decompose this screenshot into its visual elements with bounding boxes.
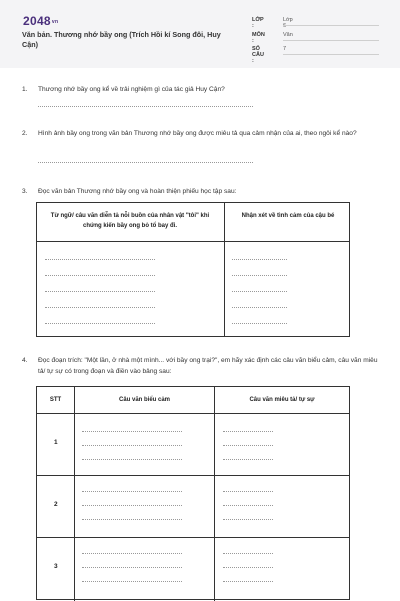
answer-line[interactable] xyxy=(82,431,182,432)
answer-line[interactable] xyxy=(82,459,182,460)
table-divider xyxy=(37,241,349,242)
answer-line[interactable] xyxy=(45,323,155,324)
answer-line[interactable] xyxy=(232,291,287,292)
logo xyxy=(23,14,58,28)
question-number: 1. xyxy=(22,86,28,93)
answer-line[interactable] xyxy=(232,275,287,276)
answer-line[interactable] xyxy=(38,162,253,163)
meta-class-label: LỚP : xyxy=(252,17,264,29)
answer-line[interactable] xyxy=(38,106,253,107)
answer-line[interactable] xyxy=(45,291,155,292)
answer-line[interactable] xyxy=(82,581,182,582)
document-title: Văn bản. Thương nhớ bầy ong (Trích Hồi kí Song đôi, Huy Cận) xyxy=(22,30,221,49)
answer-line[interactable] xyxy=(82,567,182,568)
question-number: 4. xyxy=(22,357,28,364)
logo-text: 2048 xyxy=(23,14,51,28)
meta-subject-label: MÔN : xyxy=(252,32,265,44)
answer-line[interactable] xyxy=(232,259,287,260)
logo-suffix: vn xyxy=(51,18,59,25)
table-divider xyxy=(37,537,349,538)
table-divider xyxy=(214,387,215,601)
answer-line[interactable] xyxy=(82,553,182,554)
meta-count-value: 7 xyxy=(283,46,287,52)
table-divider xyxy=(37,413,349,414)
answer-line[interactable] xyxy=(45,275,155,276)
answer-line[interactable] xyxy=(223,581,273,582)
question-number: 3. xyxy=(22,188,28,195)
answer-line[interactable] xyxy=(82,491,182,492)
answer-line[interactable] xyxy=(223,567,273,568)
worksheet-table-1 xyxy=(36,202,350,337)
answer-line[interactable] xyxy=(45,259,155,260)
table2-header-stt: STT xyxy=(49,397,62,403)
divider xyxy=(283,25,379,26)
table1-header-col1: Từ ngữ/ câu văn diễn tả nỗi buồn của nhân vật "tôi" khi chứng kiến bầy ong bỏ tổ bay đi. xyxy=(50,213,210,229)
answer-line[interactable] xyxy=(223,553,273,554)
question-text: Hình ảnh bầy ong trong văn bản Thương nhớ bầy ong được miêu tả qua cảm nhận của ai, theo ngôi kể nào? xyxy=(38,130,357,137)
answer-line[interactable] xyxy=(223,519,273,520)
answer-line[interactable] xyxy=(232,323,287,324)
worksheet-table-2 xyxy=(36,386,350,600)
question-text: Đọc đoạn trích: "Một lần, ở nhà một mình... với bầy ong trại?", em hãy xác định các câu văn biểu cảm, câu văn miêu tả/ tự sự có trong đoạn và điền vào bảng sau: xyxy=(38,357,378,375)
divider xyxy=(283,54,379,55)
answer-line[interactable] xyxy=(82,505,182,506)
header xyxy=(0,0,400,68)
answer-line[interactable] xyxy=(82,445,182,446)
question-text: Đọc văn bản Thương nhớ bầy ong và hoàn thiện phiếu học tập sau: xyxy=(38,188,237,195)
answer-line[interactable] xyxy=(82,519,182,520)
answer-line[interactable] xyxy=(45,307,155,308)
divider xyxy=(283,40,379,41)
table1-header-col2: Nhận xét về tình cảm của cậu bé xyxy=(241,213,335,219)
answer-line[interactable] xyxy=(223,459,273,460)
answer-line[interactable] xyxy=(223,505,273,506)
meta-class-value: Lớp 6 xyxy=(283,17,293,29)
table-divider xyxy=(74,387,75,601)
table2-header-col3: Câu văn miêu tả/ tự sự xyxy=(249,397,315,403)
answer-line[interactable] xyxy=(223,491,273,492)
row-number: 2 xyxy=(54,501,58,508)
answer-line[interactable] xyxy=(223,431,273,432)
table-divider xyxy=(37,475,349,476)
meta-count-label: SỐ CÂU : xyxy=(252,46,264,64)
table2-header-col2: Câu văn biểu cảm xyxy=(118,397,171,403)
question-text: Thương nhớ bầy ong kể về trải nghiệm gì của tác giả Huy Cận? xyxy=(38,86,225,93)
answer-line[interactable] xyxy=(223,445,273,446)
table-divider xyxy=(224,203,225,336)
answer-line[interactable] xyxy=(232,307,287,308)
meta-subject-value: Văn xyxy=(283,32,293,38)
question-number: 2. xyxy=(22,130,28,137)
row-number: 1 xyxy=(54,439,58,446)
row-number: 3 xyxy=(54,563,58,570)
